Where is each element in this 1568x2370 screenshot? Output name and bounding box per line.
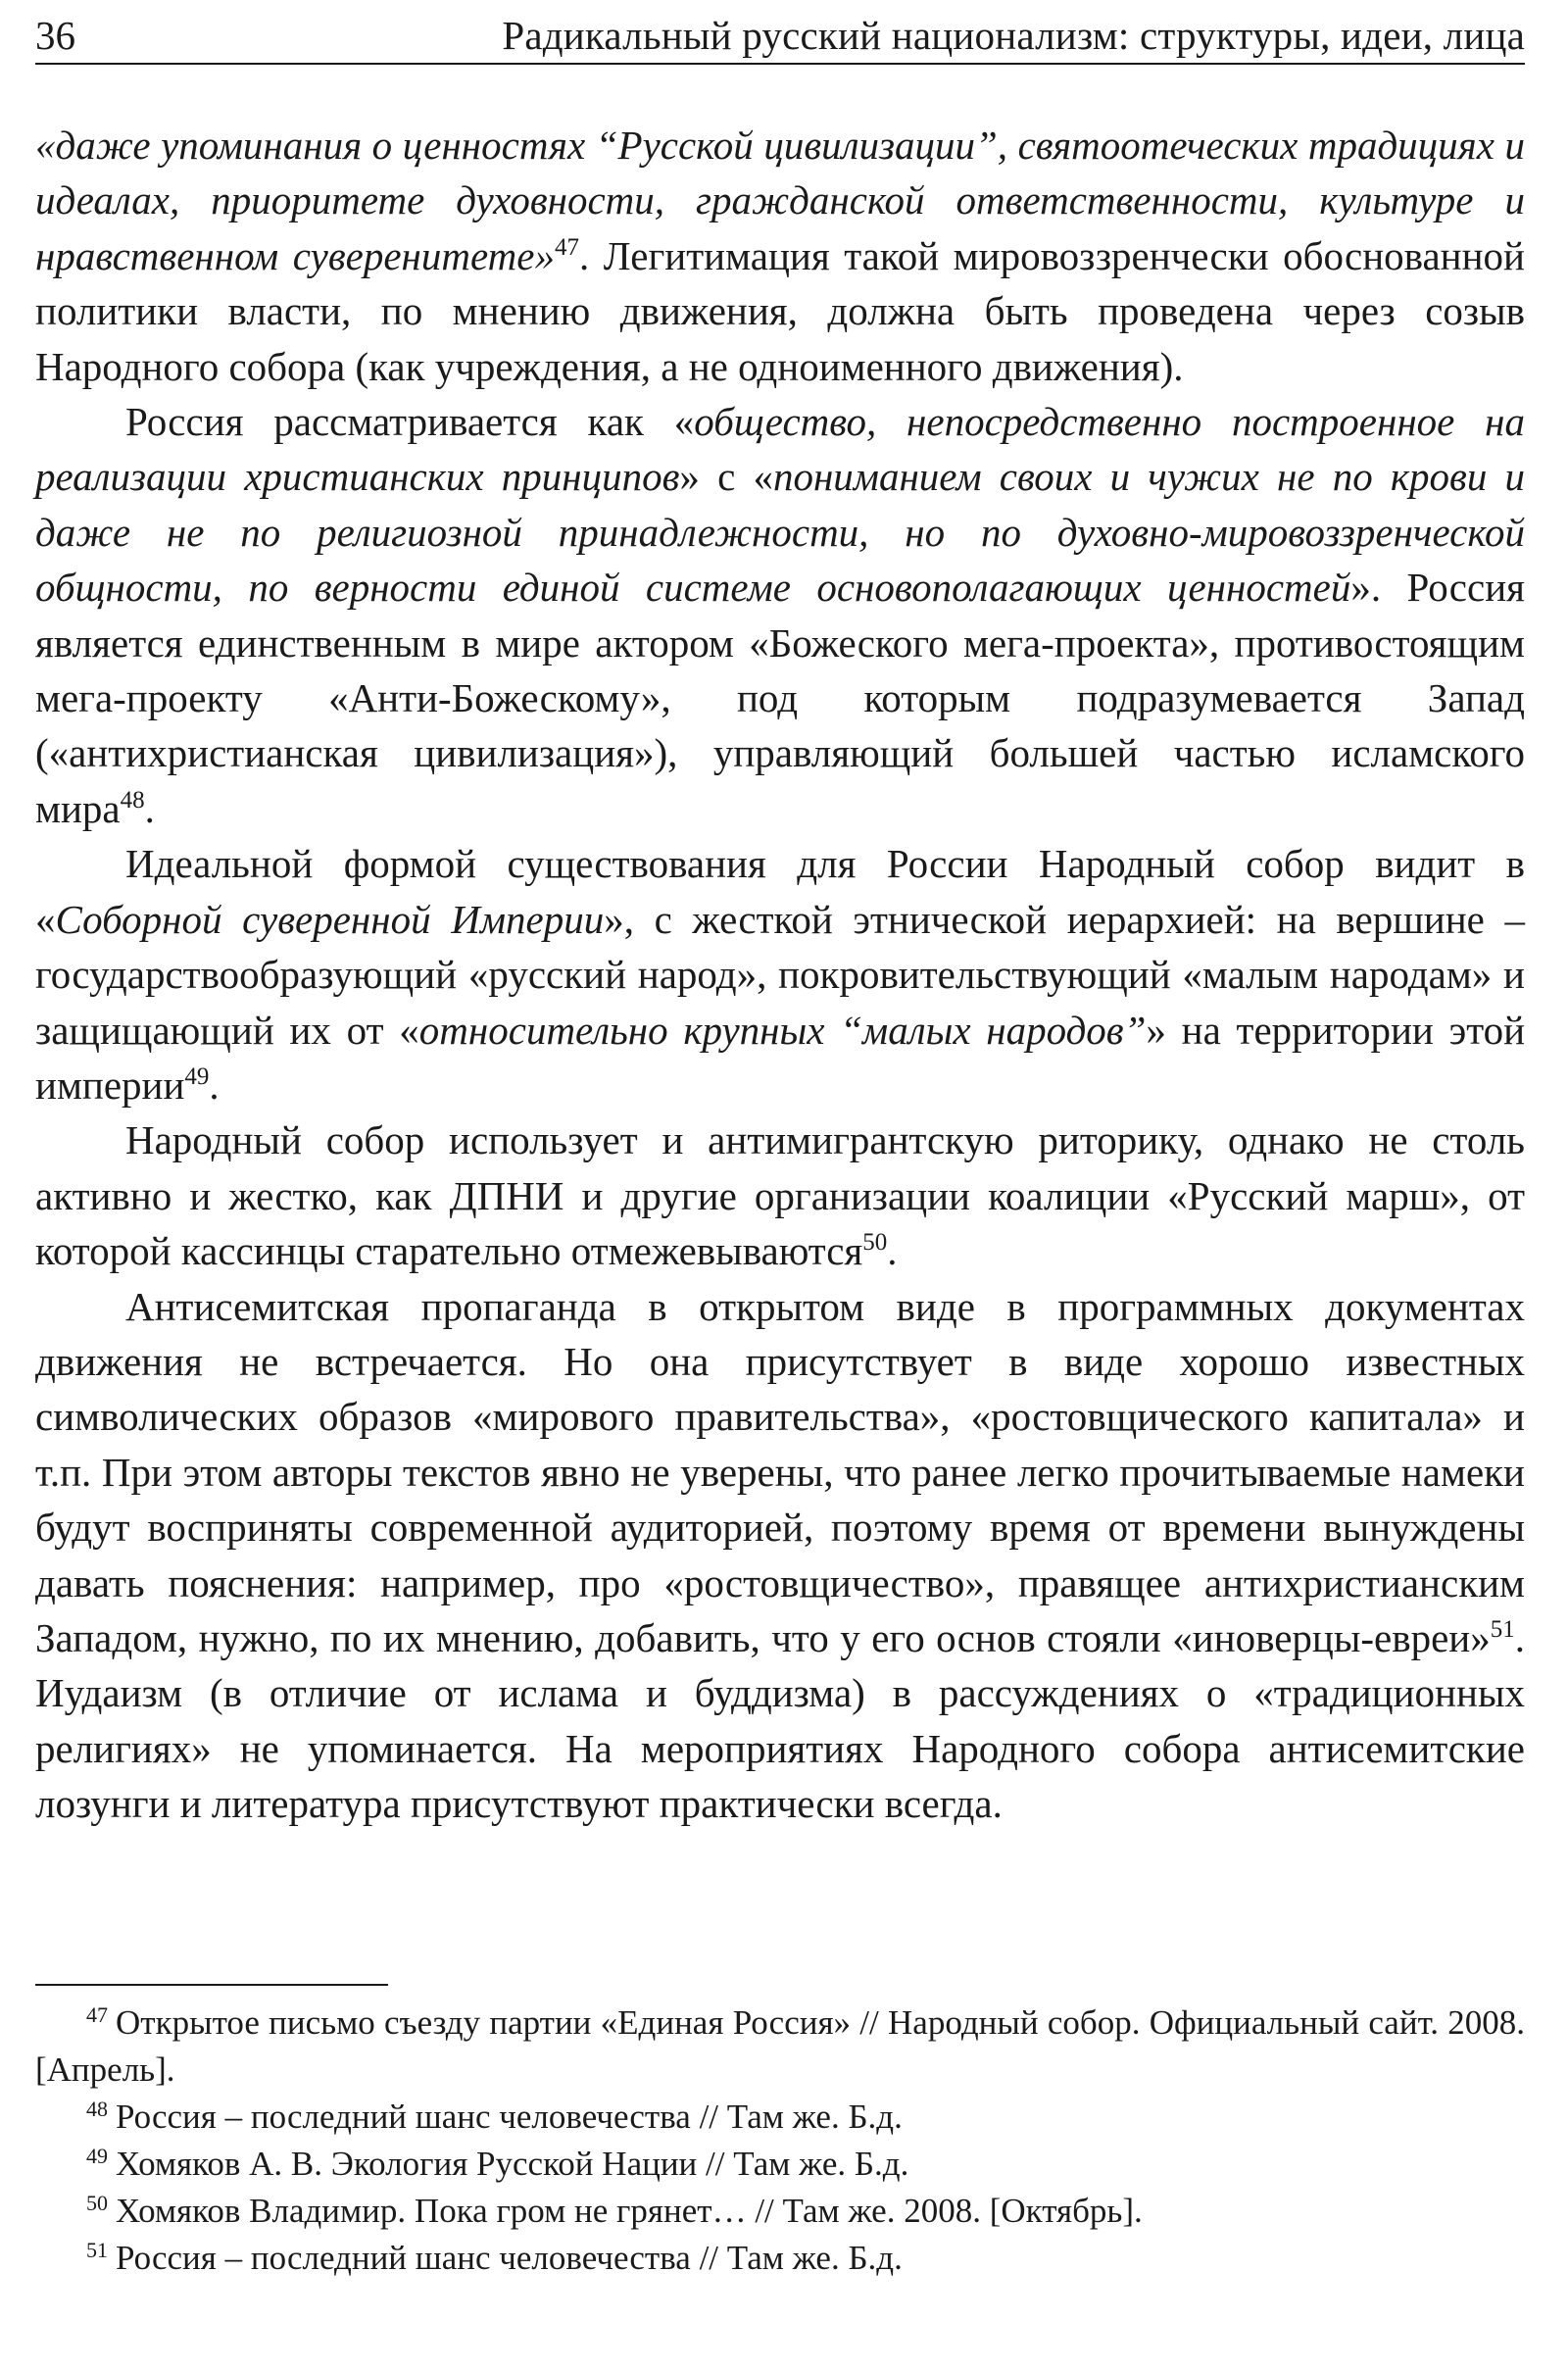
paragraph-text: Антисемитская пропаганда в открытом виде в программных документах движения не встречается. Но она присутствует в виде хорошо известных символических образов «мирового правительства», «ростовщического капитала» и т.п. При этом авторы текстов явно не уверены, что ранее легко прочитываемые намеки будут восприняты современной аудиторией, поэтому время от времени вынуждены давать пояснения: например, про «ростовщичество», правящее антихристианским Западом, нужно, по их мнению, добавить, что у его основ стояли «иноверцы-евреи» xyxy=(35,1283,1525,1660)
footnote-text: Россия – последний шанс человечества // Там же. Б.д. xyxy=(116,2098,903,2136)
footnote-49 xyxy=(35,2141,1525,2188)
footnote-ref-47[interactable]: 47 xyxy=(554,233,579,261)
quote-italic: общество, непосредственно построенное на реализации христианских принципов xyxy=(35,399,1525,500)
footnote-number: 48 xyxy=(86,2097,108,2121)
paragraph-3 xyxy=(35,836,1525,1112)
footnote-text: Россия – последний шанс человечества // Там же. Б.д. xyxy=(116,2239,903,2277)
footnote-number: 51 xyxy=(86,2238,108,2262)
footnote-ref-48[interactable]: 48 xyxy=(120,786,145,814)
footnote-ref-51[interactable]: 51 xyxy=(1490,1615,1515,1643)
footnote-50 xyxy=(35,2188,1525,2235)
paragraph-text: », с жесткой этнической иерархией: на вершине – государствообразующий «русский народ», покровительствующий «малым народам» и защищающий их от « xyxy=(35,896,1525,1053)
quote-italic: «даже упоминания о ценностях “Русской цивилизации”, святоотеческих традициях и идеалах, приоритете духовности, гражданской ответственности, культуре и нравственном суверенитете» xyxy=(35,123,1525,278)
paragraph-text: . xyxy=(887,1228,898,1274)
paragraph-text: . Легитимация такой мировоззренчески обоснованной политики власти, по мнению движения, должна быть проведена через созыв Народного собора (как учреждения, а не одноименного движения). xyxy=(35,232,1525,389)
footnote-number: 50 xyxy=(86,2191,108,2215)
paragraph-4 xyxy=(35,1112,1525,1278)
footnote-number: 47 xyxy=(86,2002,108,2027)
footnote-51 xyxy=(35,2235,1525,2282)
quote-italic: Соборной суверенной Империи xyxy=(55,896,605,942)
paragraph-text: Идеальной формой существования для России Народный собор видит в « xyxy=(35,841,1525,942)
footnote-number: 49 xyxy=(86,2144,108,2168)
paragraph-text: » на территории этой империи xyxy=(35,1007,1526,1108)
paragraph-text: . Иудаизм (в отличие от ислама и буддизма) в рассуждениях о «традиционных религиях» не упоминается. На мероприятиях Народного собора антисемитские лозунги и литература присутствуют практически всегда. xyxy=(35,1614,1525,1827)
paragraph-text: . xyxy=(209,1062,220,1108)
footnote-text: Хомяков А. В. Экология Русской Нации // Там же. Б.д. xyxy=(116,2145,909,2183)
footnote-ref-50[interactable]: 50 xyxy=(862,1229,888,1257)
footnote-text: Хомяков Владимир. Пока гром не грянет… // Там же. 2008. [Октябрь]. xyxy=(116,2192,1143,2230)
paragraph-text: Народный собор использует и антимигрантскую риторику, однако не столь активно и жестко, как ДПНИ и другие организации коалиции «Русский марш», от которой кассинцы старательно отмежевываются xyxy=(35,1117,1525,1274)
footnote-text: Открытое письмо съезду партии «Единая Россия» // Народный собор. Официальный сайт. 2008. [Апрель]. xyxy=(35,2003,1525,2089)
paragraph-1 xyxy=(35,118,1525,394)
running-header xyxy=(35,8,1525,65)
paragraph-text: ». Россия является единственным в мире актором «Божеского мега-проекта», противостоящим мега-проекту «Анти-Божескому», под которым подразумевается Запад («антихристианская цивилизация»), управляющий большей частью исламского мира xyxy=(35,565,1526,831)
book-page xyxy=(35,0,1525,2370)
quote-italic: относительно крупных “малых народов” xyxy=(418,1007,1147,1053)
footnote-48 xyxy=(35,2094,1525,2141)
paragraph-text: . xyxy=(144,785,155,831)
main-text xyxy=(35,118,1525,1832)
page-number: 36 xyxy=(35,13,75,58)
paragraph-text: Россия рассматривается как « xyxy=(125,399,695,445)
footnote-divider xyxy=(35,1984,388,1986)
footnote-47 xyxy=(35,2000,1525,2094)
footnote-ref-49[interactable]: 49 xyxy=(184,1062,210,1090)
paragraph-2 xyxy=(35,394,1525,836)
paragraph-text: » с « xyxy=(679,454,773,500)
footnotes xyxy=(35,2000,1525,2282)
quote-italic: пониманием своих и чужих не по крови и даже не по религиозной принадлежности, но по духовно-мировоззренческой общности, по верности единой системе основополагающих ценностей xyxy=(35,454,1526,611)
running-title: Радикальный русский национализм: структуры, идеи, лица xyxy=(502,13,1525,58)
paragraph-5 xyxy=(35,1279,1525,1832)
